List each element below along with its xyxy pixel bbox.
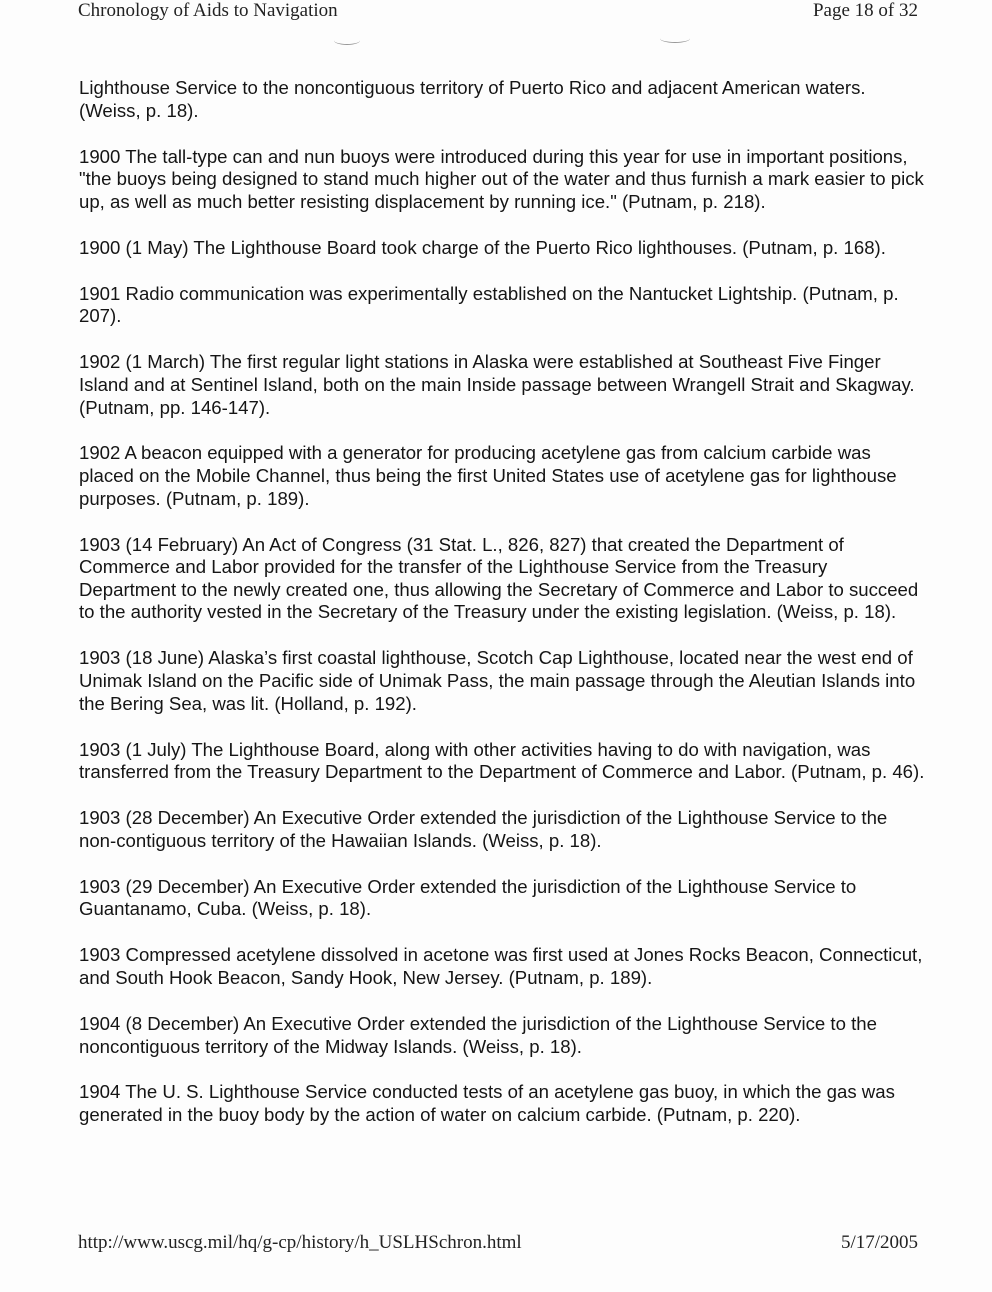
chronology-body: [79, 77, 929, 1150]
chronology-entry: 1903 (28 December) An Executive Order extended the jurisdiction of the Lighthouse Service to the non-contiguous territory of the Hawaiian Islands. (Weiss, p. 18).: [79, 807, 888, 851]
print-date: 5/17/2005: [840, 1232, 918, 1253]
chronology-entry: 1900 The tall-type can and nun buoys were introduced during this year for use in important positions, "the buoys being designed to stand much higher out of the water and thus furnish a mark easier to pick up, as well as much better resisting displacement by running ice." (Putnam, p. 218).: [79, 145, 924, 212]
chronology-entry: 1900 (1 May) The Lighthouse Board took charge of the Puerto Rico lighthouses. (Putnam, p. 168).: [79, 236, 886, 258]
chronology-entry: 1903 Compressed acetylene dissolved in acetone was first used at Jones Rocks Beacon, Connecticut, and South Hook Beacon, Sandy Hook, New Jersey. (Putnam, p. 189).: [79, 944, 923, 988]
chronology-entry: Lighthouse Service to the noncontiguous territory of Puerto Rico and adjacent American waters. (Weiss, p. 18).: [79, 77, 866, 121]
chronology-entry: 1901 Radio communication was experimentally established on the Nantucket Lightship. (Putnam, p. 207).: [79, 282, 899, 327]
chronology-entry: 1903 (1 July) The Lighthouse Board, along with other activities having to do with navigation, was transferred from the Treasury Department to the Department of Commerce and Labor. (Putnam, p. 46).: [79, 738, 925, 783]
document-title: Chronology of Aids to Navigation: [78, 0, 338, 21]
chronology-entry: 1903 (29 December) An Executive Order extended the jurisdiction of the Lighthouse Service to Guantanamo, Cuba. (Weiss, p. 18).: [79, 875, 857, 920]
scan-mark-right: [660, 34, 690, 43]
source-url: http://www.uscg.mil/hq/g-cp/history/h_USLHSchron.html: [78, 1232, 522, 1253]
chronology-entry: 1903 (18 June) Alaska’s first coastal lighthouse, Scotch Cap Lighthouse, located near the west end of Unimak Island on the Pacific side of Unimak Pass, the main passage through the Aleutian Islands into the Bering Sea, was lit. (Holland, p. 192).: [79, 647, 916, 714]
chronology-entry: 1903 (14 February) An Act of Congress (31 Stat. L., 826, 827) that created the Department of Commerce and Labor provided for the transfer of the Lighthouse Service from the Treasury Department to the newly created one, thus allowing the Secretary of Commerce and Labor to succeed to the authority vested in the Secretary of the Treasury under the existing legislation. (Weiss, p. 18).: [79, 533, 919, 623]
chronology-entry: 1902 A beacon equipped with a generator for producing acetylene gas from calcium carbide was placed on the Mobile Channel, thus being the first United States use of acetylene gas for lighthouse purposes. (Putnam, p. 189).: [79, 442, 897, 509]
chronology-entry: 1904 The U. S. Lighthouse Service conducted tests of an acetylene gas buoy, in which the gas was generated in the buoy body by the action of water on calcium carbide. (Putnam, p. 220).: [79, 1081, 895, 1126]
chronology-entry: 1902 (1 March) The first regular light stations in Alaska were established at Southeast Five Finger Island and at Sentinel Island, both on the main Inside passage between Wrangell Strait and Skagway. (Putnam, pp. 146-147).: [79, 351, 915, 418]
chronology-entry: 1904 (8 December) An Executive Order extended the jurisdiction of the Lighthouse Service to the noncontiguous territory of the Midway Islands. (Weiss, p. 18).: [79, 1012, 877, 1057]
page-footer: [78, 1232, 918, 1256]
page-number: Page 18 of 32: [812, 0, 918, 21]
page-header: [78, 0, 918, 24]
scan-mark-left: [334, 36, 360, 45]
